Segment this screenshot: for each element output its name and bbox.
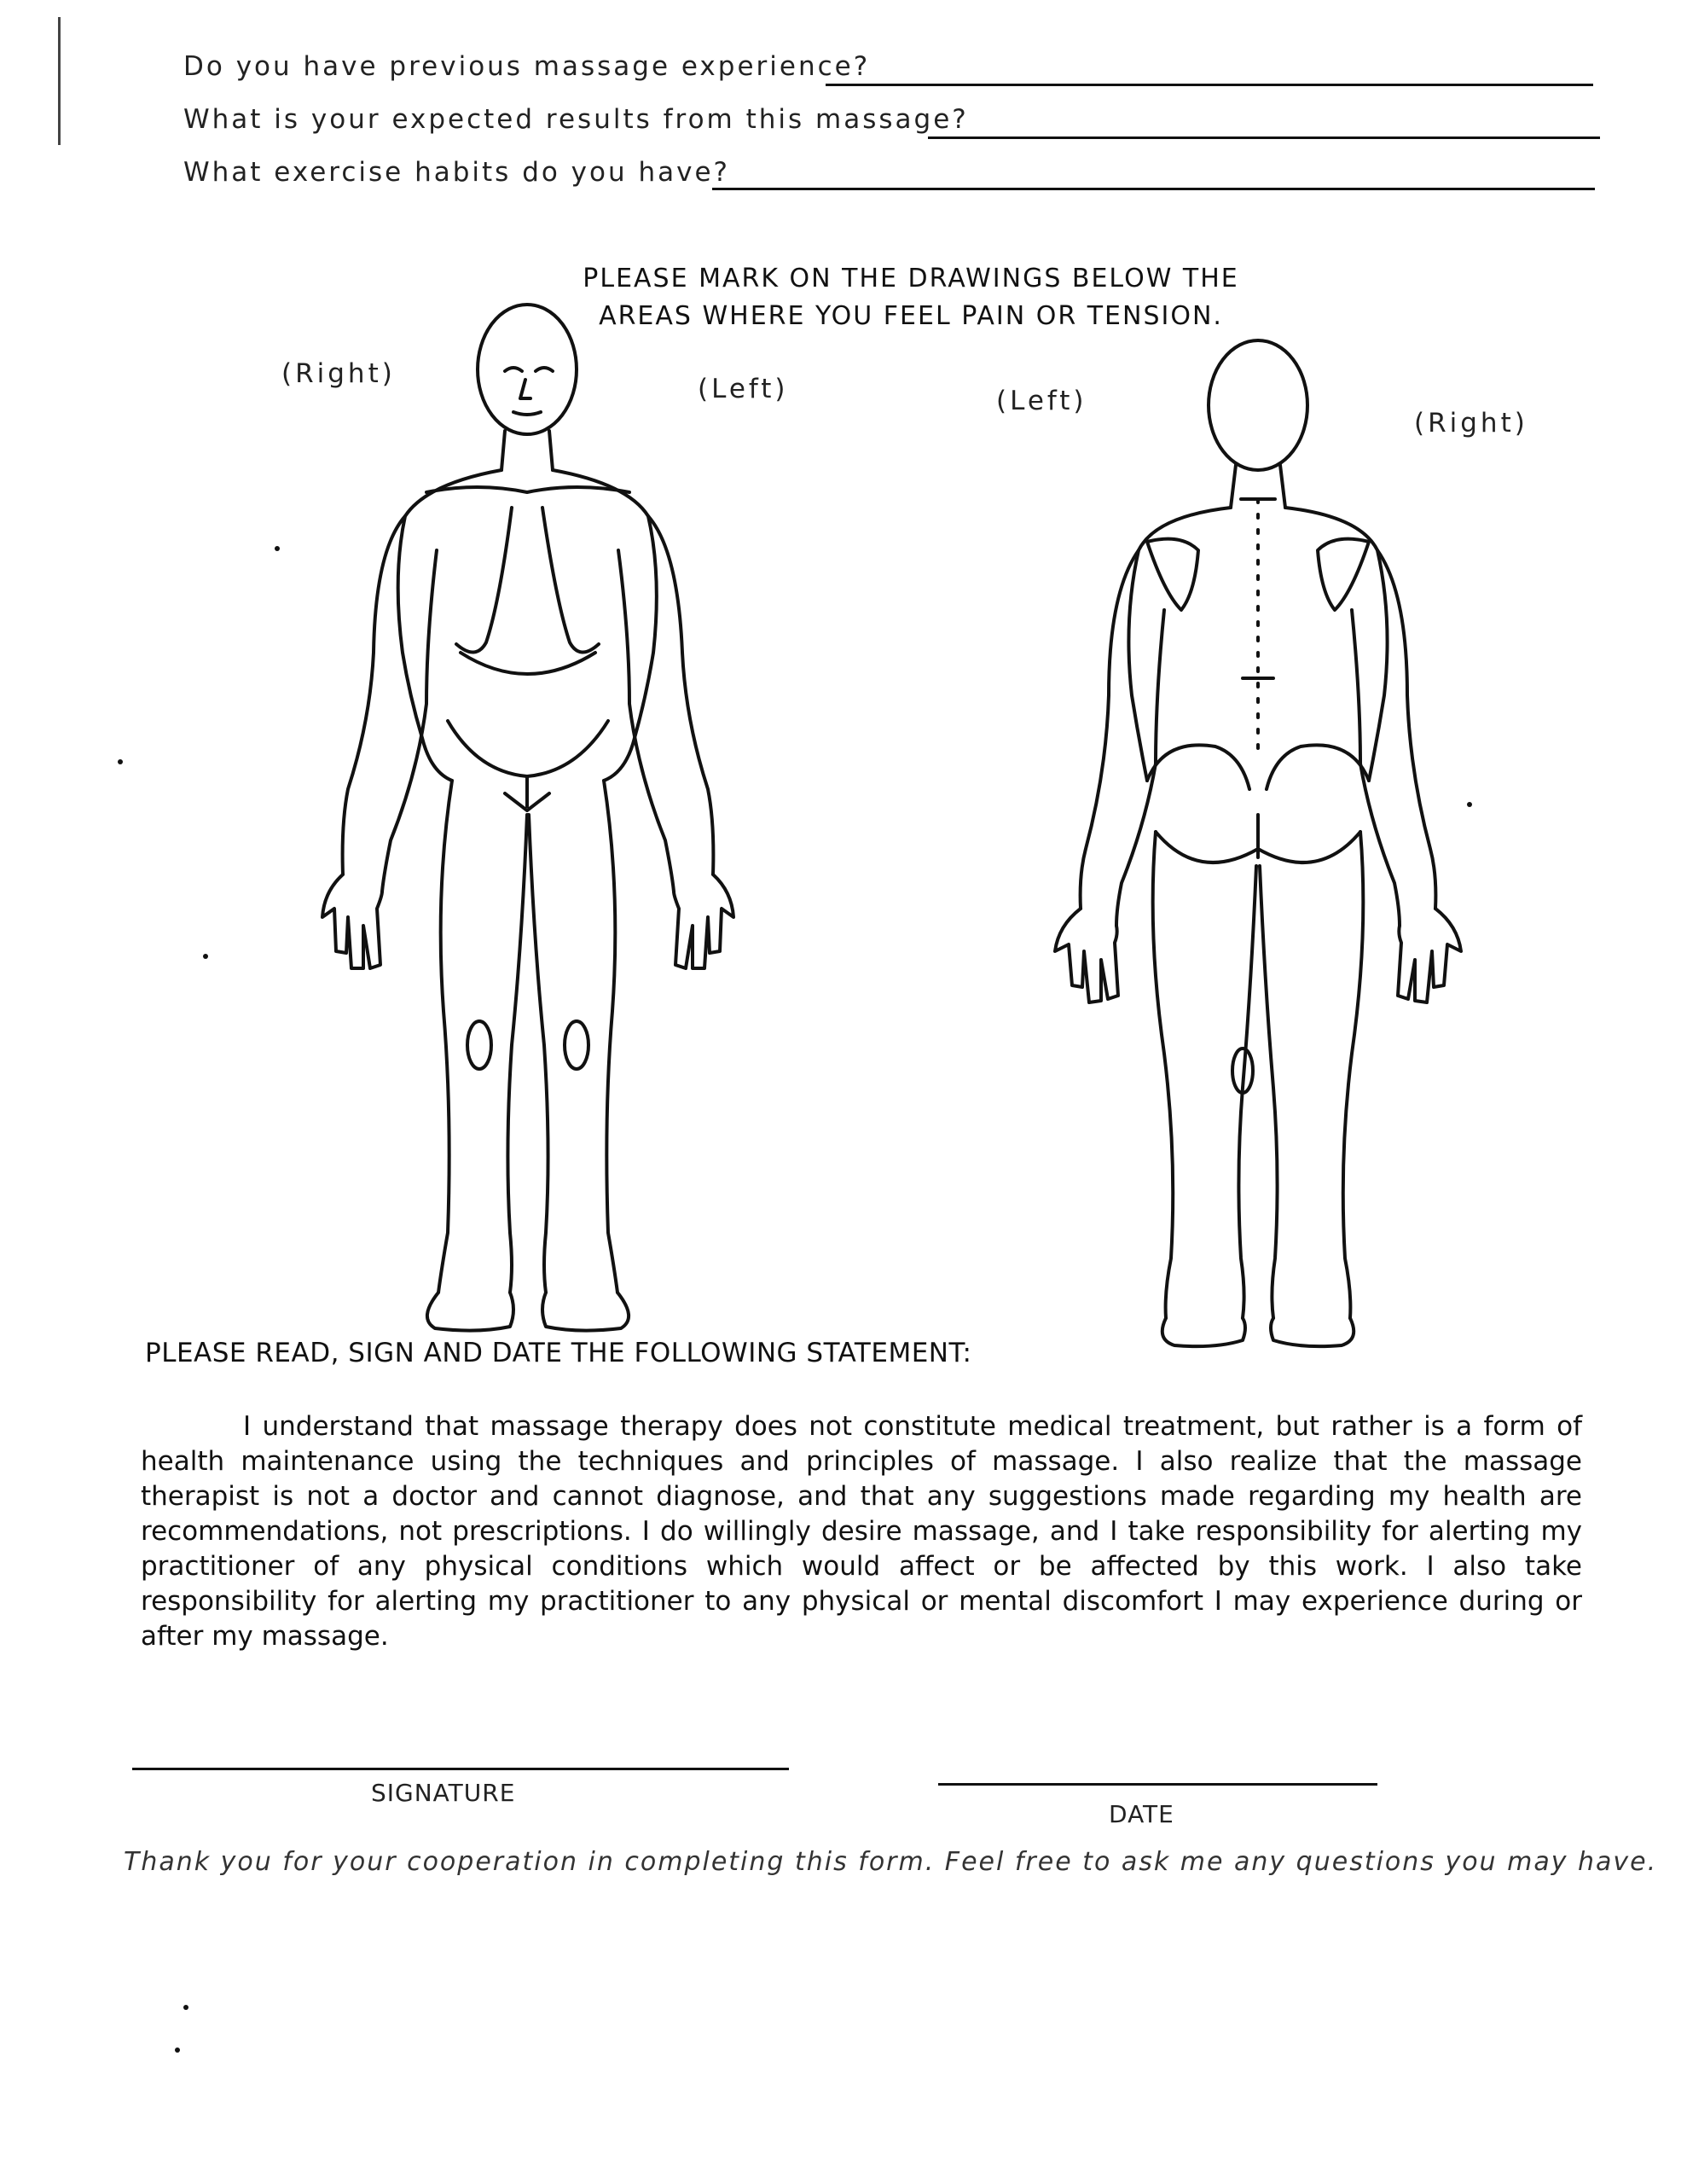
back-right-hand <box>1398 909 1461 1002</box>
question-exercise-habits: What exercise habits do you have? <box>183 157 731 188</box>
instruction-line-1: PLEASE MARK ON THE DRAWINGS BELOW THE <box>583 264 1239 293</box>
date-label: DATE <box>1109 1800 1174 1828</box>
back-feet <box>1162 1318 1354 1346</box>
front-figure-left-label: (Left) <box>698 374 789 404</box>
back-right-arm <box>1352 550 1435 926</box>
front-torso-outline <box>398 470 657 781</box>
back-body-figure[interactable] <box>1028 337 1488 1352</box>
scan-speck <box>275 546 280 551</box>
signature-label: SIGNATURE <box>371 1779 516 1807</box>
scan-speck <box>203 954 208 959</box>
back-left-arm <box>1081 550 1164 926</box>
footer-thank-you: Thank you for your cooperation in completing this form. Feel free to ask me any questions you may have. <box>124 1847 1658 1877</box>
front-ribcage <box>426 487 629 674</box>
answer-line-exercise-habits[interactable] <box>712 188 1595 190</box>
scan-margin-line <box>58 17 61 145</box>
front-face <box>505 368 553 415</box>
front-pelvis <box>448 721 608 776</box>
instruction-line-2: AREAS WHERE YOU FEEL PAIN OR TENSION. <box>599 301 1223 331</box>
back-buttocks <box>1147 745 1369 863</box>
front-left-hand <box>674 874 733 968</box>
front-right-arm <box>343 516 437 892</box>
statement-body: I understand that massage therapy does not constitute medical treatment, but rather is a form of health maintenance using the techniques and principles of massage. I also realize that the massage therapist is not a doctor and cannot diagnose, and that any suggestions made regarding my health are recommendations, not prescriptions. I do willingly desire massage, and I take responsibility for alerting my practitioner of any physical conditions which would affect or be affected by this work. I also take responsibility for alerting my practitioner to any physical or mental discomfort I may experience during or after my massage. <box>141 1411 1582 1652</box>
back-legs <box>1153 832 1364 1318</box>
scan-speck <box>183 2005 188 2010</box>
scan-speck <box>118 759 123 764</box>
scan-speck <box>175 2048 180 2053</box>
scan-speck <box>1467 802 1472 807</box>
date-line[interactable] <box>938 1783 1377 1786</box>
question-expected-results: What is your expected results from this massage? <box>183 104 969 135</box>
front-groin <box>505 776 549 810</box>
back-figure-right-label: (Right) <box>1414 408 1528 439</box>
front-left-knee <box>565 1021 588 1069</box>
front-feet <box>427 1292 629 1331</box>
front-left-arm <box>618 516 713 892</box>
statement-heading: PLEASE READ, SIGN AND DATE THE FOLLOWING STATEMENT: <box>145 1338 972 1368</box>
answer-line-expected-results[interactable] <box>928 136 1600 139</box>
back-head <box>1209 340 1307 470</box>
answer-line-previous-experience[interactable] <box>826 84 1593 86</box>
front-right-hand <box>322 874 382 968</box>
question-previous-experience: Do you have previous massage experience? <box>183 51 871 82</box>
back-figure-left-label: (Left) <box>996 386 1087 416</box>
front-legs <box>438 781 617 1292</box>
back-left-hand <box>1055 909 1118 1002</box>
front-figure-right-label: (Right) <box>281 358 396 389</box>
signature-line[interactable] <box>132 1768 789 1770</box>
front-right-knee <box>467 1021 491 1069</box>
front-neck <box>501 431 553 470</box>
front-body-figure[interactable] <box>281 294 742 1335</box>
